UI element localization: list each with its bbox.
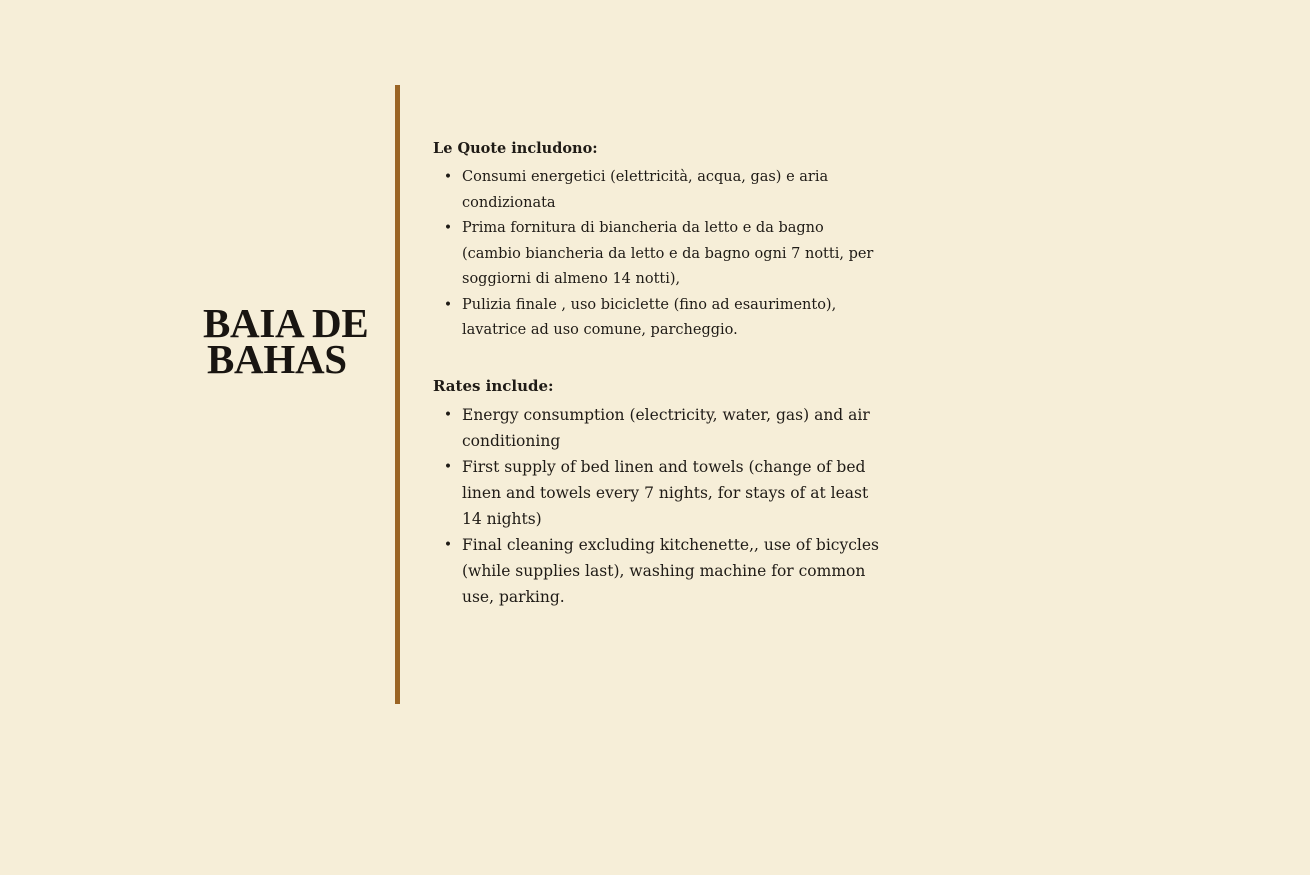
english-list [433, 402, 883, 610]
english-section-title: Rates include: [433, 376, 554, 395]
list-item [433, 454, 883, 532]
brand-title-line1: BAIA DE [203, 300, 369, 346]
list-item [433, 532, 883, 610]
list-item [433, 216, 883, 293]
bullet-icon: • [443, 296, 453, 313]
list-item-text: Consumi energetici (elettricità, acqua, gas) e aria condizionata [462, 169, 829, 211]
brand-title-line2: BAHAS [207, 336, 347, 382]
english-section [433, 376, 883, 610]
list-item-text: Pulizia finale , uso biciclette (fino ad esaurimento), lavatrice ad uso comune, parcheggio. [462, 296, 837, 338]
italian-section-title: Le Quote includono: [433, 140, 598, 157]
bullet-icon: • [443, 536, 453, 553]
italian-list [433, 165, 883, 344]
rates-content [433, 139, 883, 610]
italian-section [433, 139, 883, 344]
brand-title [203, 300, 393, 382]
list-item [433, 293, 883, 344]
bullet-icon: • [443, 406, 453, 423]
bullet-icon: • [443, 169, 453, 185]
bullet-icon: • [443, 220, 453, 236]
bullet-icon: • [443, 458, 453, 475]
list-item [433, 165, 883, 216]
list-item-text: Energy consumption (electricity, water, gas) and air conditioning [462, 405, 870, 450]
list-item-text: First supply of bed linen and towels (change of bed linen and towels every 7 nights, for stays of at least 14 nights) [462, 457, 869, 528]
vertical-divider [395, 85, 400, 704]
list-item [433, 402, 883, 454]
list-item-text: Prima fornitura di biancheria da letto e da bagno (cambio biancheria da letto e da bagno ogni 7 notti, per soggiorni di almeno 14 notti), [462, 220, 874, 287]
list-item-text: Final cleaning excluding kitchenette,, use of bicycles (while supplies last), washing machine for common use, parking. [462, 535, 879, 606]
